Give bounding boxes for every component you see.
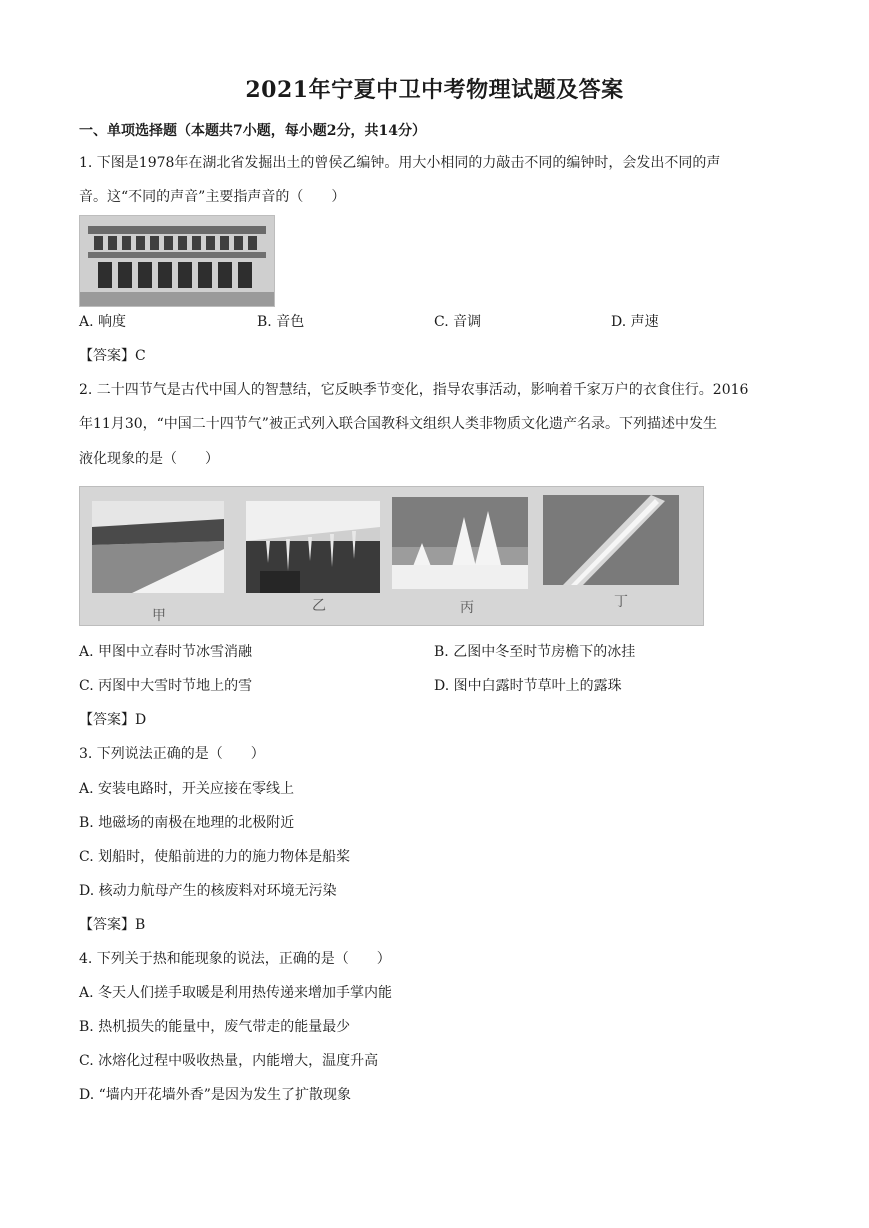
q1-stem-line-1: 1. 下图是1978年在湖北省发掘出土的曾侯乙编钟。用大小相同的力敲击不同的编钟时，会发出不同的声 bbox=[79, 155, 721, 171]
q1-option-b: B. 音色 bbox=[257, 314, 305, 330]
bianzhong-photo bbox=[79, 215, 275, 307]
q2-option-d: D. 图中白露时节草叶上的露珠 bbox=[434, 678, 622, 694]
photo-ding bbox=[543, 495, 679, 585]
q2-option-c: C. 丙图中大雪时节地上的雪 bbox=[79, 678, 253, 694]
page-title: 2021年宁夏中卫中考物理试题及答案 bbox=[245, 77, 624, 103]
section-heading: 一、单项选择题（本题共7小题，每小题2分，共14分） bbox=[79, 123, 426, 139]
q3-answer: 【答案】B bbox=[79, 917, 146, 933]
photo-yi bbox=[246, 501, 380, 593]
q1-option-a: A. 响度 bbox=[79, 314, 127, 330]
q2-option-b: B. 乙图中冬至时节房檐下的冰挂 bbox=[434, 644, 636, 660]
q4-option-d: D. “墙内开花墙外香”是因为发生了扩散现象 bbox=[79, 1087, 351, 1103]
q3-option-a: A. 安装电路时，开关应接在零线上 bbox=[79, 781, 295, 797]
q1-answer: 【答案】C bbox=[79, 348, 146, 364]
q1-stem-line-2: 音。这“不同的声音”主要指声音的（ ） bbox=[79, 189, 346, 205]
photo-label-yi: 乙 bbox=[312, 598, 326, 614]
q2-option-a: A. 甲图中立春时节冰雪消融 bbox=[79, 644, 253, 660]
q2-stem-line-1: 2. 二十四节气是古代中国人的智慧结，它反映季节变化，指导农事活动，影响着千家万户的衣食住行。2016 bbox=[79, 382, 749, 398]
photo-jia bbox=[92, 501, 224, 593]
q4-option-a: A. 冬天人们搓手取暖是利用热传递来增加手掌内能 bbox=[79, 985, 393, 1001]
seasons-photo-strip bbox=[79, 486, 704, 626]
q2-answer: 【答案】D bbox=[79, 712, 147, 728]
q3-option-b: B. 地磁场的南极在地理的北极附近 bbox=[79, 815, 295, 831]
q1-option-d: D. 声速 bbox=[611, 314, 659, 330]
q4-stem: 4. 下列关于热和能现象的说法，正确的是（ ） bbox=[79, 951, 391, 967]
q2-stem-line-2: 年11月30，“中国二十四节气”被正式列入联合国教科文组织人类非物质文化遗产名录。下列描述中发生 bbox=[79, 416, 717, 432]
photo-label-bing: 丙 bbox=[460, 600, 474, 616]
photo-bing bbox=[392, 497, 528, 589]
photo-label-jia: 甲 bbox=[152, 608, 166, 624]
q3-stem: 3. 下列说法正确的是（ ） bbox=[79, 746, 265, 762]
q3-option-c: C. 划船时，使船前进的力的施力物体是船桨 bbox=[79, 849, 351, 865]
q4-option-b: B. 热机损失的能量中，废气带走的能量最少 bbox=[79, 1019, 351, 1035]
q3-option-d: D. 核动力航母产生的核废料对环境无污染 bbox=[79, 883, 337, 899]
q4-option-c: C. 冰熔化过程中吸收热量，内能增大，温度升高 bbox=[79, 1053, 379, 1069]
q1-option-c: C. 音调 bbox=[434, 314, 482, 330]
photo-label-ding: 丁 bbox=[614, 594, 628, 610]
q2-stem-line-3: 液化现象的是（ ） bbox=[79, 451, 219, 467]
